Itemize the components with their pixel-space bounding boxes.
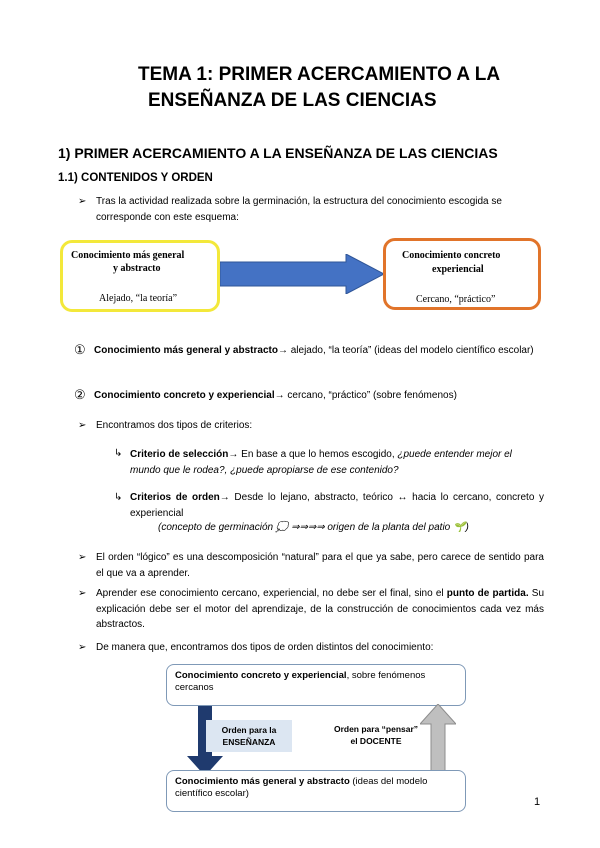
two-orders-text: De manera que, encontramos dos tipos de orden distintos del conocimiento: [96,642,434,653]
teacher-order-label-a: Orden para “pensar” [333,724,419,734]
criterion-order [130,490,544,521]
logical-order-text: El orden “lógico” es una descomposición “natural” para el que ya sabe, pero carece de sentido para el que va a aprender. [96,552,544,579]
criterion-selection [130,447,544,478]
teaching-order-label-a: Orden para la [221,725,277,735]
item-two-text [94,388,544,404]
item-two-rest: → cercano, “práctico” (sobre fenómenos) [274,390,457,401]
criterion-order-example: (concepto de germinación 💭 ⇒⇒⇒⇒ origen de la planta del patio 🌱) [158,522,469,533]
criterion-selection-question: ¿puede entender mejor el mundo que le rodea?, ¿puede apropiarse de ese contenido? [130,449,512,476]
bullet-icon: ➢ [78,588,87,599]
bullet-icon: ➢ [78,552,87,563]
concrete-knowledge-box [383,238,541,310]
page-title-line1: TEMA 1: PRIMER ACERCAMIENTO A LA [138,64,501,85]
criterion-selection-rest: → En base a que lo hemos escogido, [228,449,398,460]
abstract-box-title-a: Conocimiento más general [71,250,185,261]
item-one-rest: → alejado, “la teoría” (ideas del modelo científico escolar) [277,345,534,356]
right-arrow-icon [220,254,384,294]
teaching-order-label [206,720,292,752]
starting-point-bold: punto de partida. [446,588,529,599]
item-two-bold: Conocimiento concreto y experiencial [94,390,275,401]
bottom-box-bold: Conocimiento más general y abstracto [175,776,350,787]
up-arrow-icon [420,704,456,772]
criterion-order-rest: → Desde lo lejano, abstracto, teórico ↔ hacia lo cercano, concreto y experiencial [130,492,544,519]
bullet-icon: ➢ [78,196,87,207]
concrete-box-caption: Cercano, “práctico” [416,294,496,305]
item-one-text [94,343,544,359]
bullet-icon: ➢ [78,420,87,431]
sub-bullet-icon: ↳ [114,492,123,503]
abstract-knowledge-box [60,240,220,312]
criteria-intro: Encontramos dos tipos de criterios: [96,420,253,431]
starting-point-c: Su explicación debe ser el motor del aprendizaje, de la construcción de conocimientos cada vez más abstractos. [96,588,545,630]
number-two-icon: ② [74,387,86,402]
number-one-icon: ① [74,342,86,357]
subsection-heading: 1.1) CONTENIDOS Y ORDEN [58,172,213,184]
intro-text: Tras la actividad realizada sobre la germinación, la estructura del conocimiento escogida se corresponde con este esquema: [96,196,502,223]
starting-point-a: Aprender ese conocimiento cercano, experiencial, no debe ser el final, sino el [96,588,447,599]
bottom-box-rest: (ideas del modelo científico escolar) [175,776,428,799]
teaching-order-label-b: ENSEÑANZA [222,737,276,747]
concrete-box-title-b: experiencial [432,264,484,275]
teacher-order-label-b: el DOCENTE [350,736,402,746]
section-heading: 1) PRIMER ACERCAMIENTO A LA ENSEÑANZA DE LAS CIENCIAS [58,145,498,161]
abstract-box-caption: Alejado, “la teoría” [99,293,178,304]
abstract-box-title-b: y abstracto [113,263,161,274]
concrete-box-title-a: Conocimiento concreto [402,250,501,261]
top-box-bold: Conocimiento concreto y experiencial [175,670,347,681]
starting-point-text [96,586,544,633]
page-number: 1 [534,796,541,808]
criterion-order-bold: Criterios de orden [130,492,220,503]
bullet-icon: ➢ [78,642,87,653]
teacher-order-label [326,723,426,747]
top-box-rest: , sobre fenómenos cercanos [175,670,426,693]
criterion-selection-bold: Criterio de selección [130,449,229,460]
abstract-knowledge-bottom-box [166,770,466,812]
sub-bullet-icon: ↳ [114,448,123,459]
concrete-knowledge-top-box [166,664,466,706]
page-title-line2: ENSEÑANZA DE LAS CIENCIAS [148,90,437,111]
item-one-bold: Conocimiento más general y abstracto [94,345,278,356]
